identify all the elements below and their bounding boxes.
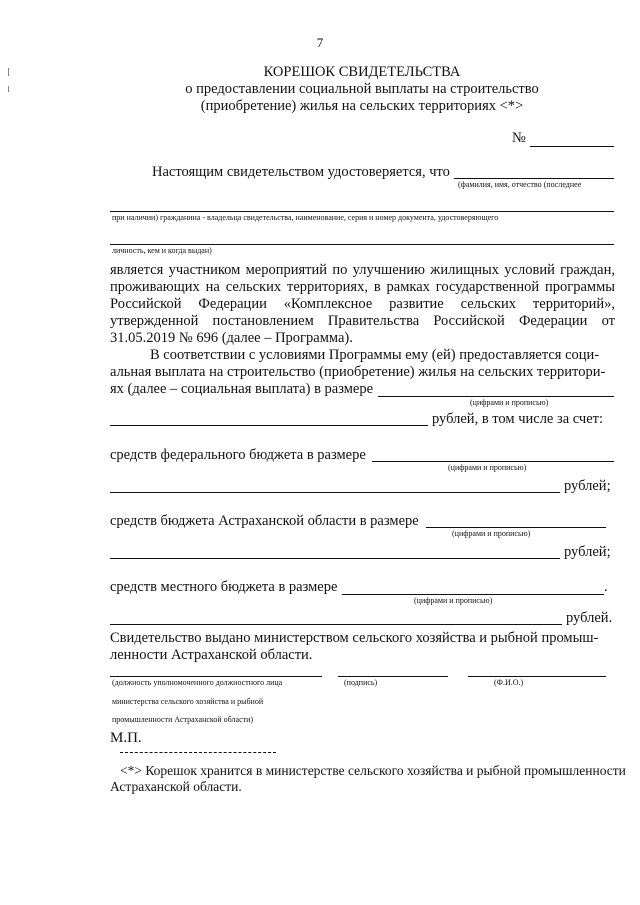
regional-label: средств бюджета Астраханской области в размере [110,513,419,529]
document-subtitle: (приобретение) жилья на сельских территориях <*> [200,98,524,114]
certify-text: Настоящим свидетельством удостоверяется, что [152,164,450,180]
local-amount-words-field[interactable] [110,624,562,625]
hint-holder: при наличии) гражданина - владельца свидетельства, наименование, серия и номер документа, удостоверяющего [112,213,499,222]
local-label: средств местного бюджета в размере [110,579,338,595]
rubles-label: рублей; [564,478,611,494]
sig-position-hint: (должность уполномоченного должностного лица [112,678,283,687]
footnote: Астраханской области. [110,779,242,794]
sig-fio-hint: (Ф.И.О.) [494,678,524,687]
footnote: <*> Корешок хранится в министерстве сельского хозяйства и рыбной промышленности [120,763,626,778]
conditions-line: В соответствии с условиями Программы ему (ей) предоставляется соци- [150,347,600,363]
sig-signature-hint: (подпись) [344,678,378,687]
document-title: КОРЕШОК СВИДЕТЕЛЬСТВА [263,64,461,80]
fio-sign-field[interactable] [468,676,606,677]
local-dot: . [604,579,608,595]
total-amount-field[interactable] [378,396,614,397]
identity-field[interactable] [110,244,614,245]
conditions-line: ях (далее – социальная выплата) в размере [110,381,374,397]
local-amount-field[interactable] [342,594,604,595]
document-subtitle: о предоставлении социальной выплаты на строительство [185,81,539,97]
federal-label: средств федерального бюджета в размере [110,447,366,463]
page-number: 7 [316,35,324,50]
number-field[interactable] [530,146,614,147]
hint-amount: (цифрами и прописью) [448,463,527,472]
sig-position-hint: промышленности Астраханской области) [112,715,254,724]
total-amount-words-field[interactable] [110,425,428,426]
rubles-label: рублей. [566,610,613,626]
signature-field[interactable] [338,676,448,677]
hint-fio: (фамилия, имя, отчество (последнее [458,180,582,189]
issued-text: ленности Астраханской области. [110,647,313,663]
rubles-label: рублей; [564,544,611,560]
hint-amount: (цифрами и прописью) [470,398,549,407]
hint-amount: (цифрами и прописью) [452,529,531,538]
hint-amount: (цифрами и прописью) [414,596,493,605]
position-field[interactable] [110,676,322,677]
conditions-line: альная выплата на строительство (приобретение) жилья на сельских территори- [110,364,606,380]
hint-identity: личность, кем и когда выдан) [112,246,212,255]
footnote-separator [120,752,276,753]
rubles-including: рублей, в том числе за счет: [432,411,604,427]
federal-amount-field[interactable] [372,461,614,462]
issued-text: Свидетельство выдано министерством сельского хозяйства и рыбной промыш- [110,630,599,646]
stamp-label: М.П. [110,730,142,746]
regional-amount-words-field[interactable] [110,558,560,559]
regional-amount-field[interactable] [426,527,606,528]
main-paragraph: является участником мероприятий по улучшению жилищных условий граждан, проживающих на сельских территориях, в рамках государственной программы Российской Федерации «Комплексное развитие сельских территорий», утвержденной постановлением Правительства Российской Федерации от 31.05.2019 № 696 (далее – Программа). [110,262,615,346]
holder-field[interactable] [110,211,614,212]
fio-field[interactable] [454,178,614,179]
number-label: № [512,130,526,146]
sig-position-hint: министерства сельского хозяйства и рыбной [112,697,264,706]
federal-amount-words-field[interactable] [110,492,560,493]
